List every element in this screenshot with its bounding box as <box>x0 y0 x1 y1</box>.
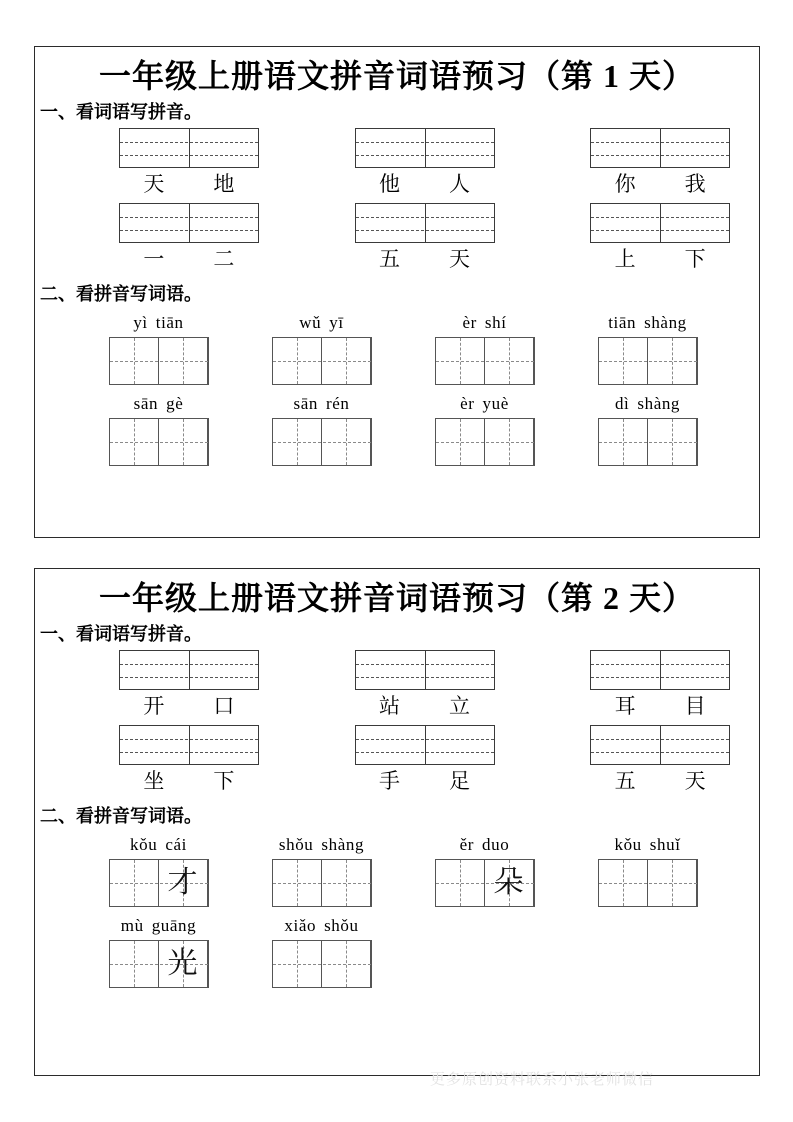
pinyin-exercise-item <box>403 393 566 466</box>
pinyin-syllable: ěr <box>459 835 475 855</box>
grid-center-divider <box>425 129 426 167</box>
tianzige-cell[interactable] <box>159 941 208 987</box>
word-exercise-row <box>35 203 759 272</box>
tianzige-grid[interactable] <box>109 418 209 466</box>
pinyin-syllable: yuè <box>482 394 509 414</box>
word-character: 上 <box>614 247 636 272</box>
pinyin-four-line-grid[interactable] <box>355 128 495 168</box>
pinyin-exercise-item <box>77 312 240 385</box>
pinyin-exercise-rows <box>35 310 759 466</box>
tianzige-cell[interactable] <box>273 860 322 906</box>
tianzige-cell[interactable] <box>159 860 208 906</box>
word-characters <box>119 246 259 272</box>
pinyin-syllable: tiān <box>608 313 637 333</box>
pinyin-syllable: shuǐ <box>649 835 681 855</box>
word-character: 五 <box>614 769 636 794</box>
word-characters <box>590 246 730 272</box>
pinyin-exercise-item <box>240 312 403 385</box>
grid-dashed-line <box>356 230 494 231</box>
word-character: 人 <box>449 172 470 197</box>
word-characters <box>590 171 730 197</box>
grid-dashed-line <box>591 739 729 740</box>
word-exercise-rows <box>35 128 759 281</box>
pinyin-label <box>240 915 403 937</box>
tianzige-cell[interactable] <box>599 338 648 384</box>
pinyin-exercise-item <box>403 312 566 385</box>
pinyin-four-line-grid[interactable] <box>590 650 730 690</box>
tianzige-cell[interactable] <box>648 338 697 384</box>
tianzige-grid[interactable] <box>598 859 698 907</box>
grid-dashed-line <box>356 142 494 143</box>
grid-dashed-line <box>591 664 729 665</box>
grid-center-divider <box>425 651 426 689</box>
pinyin-label <box>566 393 729 415</box>
grid-dashed-line <box>591 752 729 753</box>
tianzige-cell[interactable] <box>322 338 371 384</box>
pinyin-syllable: duo <box>482 835 510 855</box>
pinyin-four-line-grid[interactable] <box>590 725 730 765</box>
empty-cell <box>273 338 321 384</box>
word-character: 五 <box>379 247 400 272</box>
tianzige-grid[interactable] <box>272 418 372 466</box>
pinyin-label <box>566 312 729 334</box>
tianzige-cell[interactable] <box>322 860 371 906</box>
answer-character: 光 <box>167 947 198 981</box>
pinyin-syllable: shàng <box>644 313 687 333</box>
pinyin-syllable: èr <box>460 394 475 414</box>
grid-center-divider <box>660 129 661 167</box>
section-heading: 一、看词语写拼音。 <box>40 101 202 122</box>
word-character: 足 <box>449 769 470 794</box>
tianzige-cell[interactable] <box>485 338 534 384</box>
pinyin-exercise-item <box>77 393 240 466</box>
tianzige-cell[interactable] <box>110 419 159 465</box>
pinyin-label <box>77 915 240 937</box>
empty-cell <box>436 338 484 384</box>
pinyin-exercise-item <box>403 834 566 907</box>
word-characters <box>119 693 259 719</box>
empty-cell <box>485 419 533 465</box>
grid-dashed-line <box>120 230 258 231</box>
word-character: 一 <box>143 247 165 272</box>
pinyin-syllable: sān <box>293 394 318 414</box>
word-exercise-item <box>90 725 288 794</box>
pinyin-syllable: guāng <box>151 916 197 936</box>
worksheet-card <box>34 568 760 1076</box>
word-character: 耳 <box>614 694 636 719</box>
pinyin-syllable: kǒu <box>614 835 642 855</box>
pinyin-syllable: shǒu <box>278 835 314 855</box>
empty-cell <box>599 419 647 465</box>
empty-cell <box>322 419 370 465</box>
tianzige-cell[interactable] <box>110 338 159 384</box>
pinyin-syllable: èr <box>462 313 477 333</box>
empty-cell <box>110 941 158 987</box>
tianzige-cell[interactable] <box>159 419 208 465</box>
pinyin-exercise-row <box>35 915 759 988</box>
pinyin-four-line-grid[interactable] <box>119 650 259 690</box>
word-characters <box>590 768 730 794</box>
pinyin-four-line-grid[interactable] <box>119 203 259 243</box>
pinyin-syllable: dì <box>614 394 630 414</box>
word-character: 下 <box>684 247 706 272</box>
grid-dashed-line <box>120 664 258 665</box>
word-character: 你 <box>614 172 636 197</box>
pinyin-exercise-item <box>566 834 729 907</box>
grid-center-divider <box>425 726 426 764</box>
pinyin-label <box>77 312 240 334</box>
tianzige-grid[interactable] <box>272 940 372 988</box>
pinyin-exercise-row <box>35 834 759 907</box>
pinyin-syllable: cái <box>165 835 187 855</box>
grid-dashed-line <box>356 217 494 218</box>
empty-cell <box>599 338 647 384</box>
pinyin-label <box>403 312 566 334</box>
worksheet-card <box>34 46 760 538</box>
section-heading: 二、看拼音写词语。 <box>40 805 202 826</box>
tianzige-cell[interactable] <box>599 419 648 465</box>
grid-dashed-line <box>591 155 729 156</box>
word-characters <box>355 693 495 719</box>
section-heading: 二、看拼音写词语。 <box>40 283 202 304</box>
pinyin-exercise-item <box>566 312 729 385</box>
empty-cell <box>599 860 647 906</box>
pinyin-syllable: shàng <box>321 835 365 855</box>
pinyin-exercise-item <box>77 915 240 988</box>
grid-dashed-line <box>120 155 258 156</box>
grid-center-divider <box>660 726 661 764</box>
grid-dashed-line <box>120 677 258 678</box>
pinyin-syllable: wǔ <box>299 313 322 333</box>
word-character: 立 <box>449 694 470 719</box>
pinyin-exercise-item <box>566 393 729 466</box>
word-character: 天 <box>449 247 470 272</box>
word-exercise-item <box>90 650 288 719</box>
grid-dashed-line <box>591 142 729 143</box>
pinyin-four-line-grid[interactable] <box>355 725 495 765</box>
tianzige-grid[interactable] <box>598 337 698 385</box>
pinyin-syllable: kǒu <box>130 835 158 855</box>
tianzige-cell[interactable] <box>273 941 322 987</box>
grid-center-divider <box>189 204 190 242</box>
tianzige-grid[interactable] <box>272 859 372 907</box>
word-exercise-item <box>326 725 524 794</box>
pinyin-syllable: shí <box>484 313 507 333</box>
grid-dashed-line <box>120 217 258 218</box>
word-exercise-item <box>90 203 288 272</box>
empty-cell <box>648 338 696 384</box>
tianzige-grid[interactable] <box>435 859 535 907</box>
tianzige-cell[interactable] <box>322 419 371 465</box>
word-exercise-item <box>90 128 288 197</box>
tianzige-cell[interactable] <box>648 860 697 906</box>
tianzige-grid[interactable] <box>109 337 209 385</box>
empty-cell <box>110 419 158 465</box>
pinyin-exercise-item <box>240 915 403 988</box>
pinyin-label <box>77 834 240 856</box>
grid-dashed-line <box>120 739 258 740</box>
empty-cell <box>322 338 370 384</box>
word-exercise-item <box>326 650 524 719</box>
word-characters <box>119 768 259 794</box>
grid-dashed-line <box>356 677 494 678</box>
card-title: 一年级上册语文拼音词语预习（第 1 天） <box>98 58 695 94</box>
pinyin-label <box>403 834 566 856</box>
word-exercise-item <box>561 650 759 719</box>
grid-dashed-line <box>356 664 494 665</box>
empty-cell <box>273 941 321 987</box>
word-exercise-row <box>35 128 759 197</box>
word-exercise-item <box>561 128 759 197</box>
word-exercise-row <box>35 725 759 794</box>
grid-dashed-line <box>356 155 494 156</box>
pinyin-exercise-rows <box>35 832 759 988</box>
pinyin-syllable: mù <box>120 916 144 936</box>
grid-dashed-line <box>591 677 729 678</box>
grid-dashed-line <box>120 142 258 143</box>
word-character: 坐 <box>143 769 165 794</box>
grid-center-divider <box>660 204 661 242</box>
tianzige-cell[interactable] <box>110 941 159 987</box>
pinyin-syllable: yī <box>329 313 344 333</box>
pinyin-four-line-grid[interactable] <box>590 128 730 168</box>
grid-dashed-line <box>591 217 729 218</box>
grid-dashed-line <box>356 752 494 753</box>
tianzige-grid[interactable] <box>435 418 535 466</box>
word-character: 手 <box>379 769 400 794</box>
answer-character: 才 <box>167 866 198 900</box>
word-exercise-item <box>326 128 524 197</box>
word-character: 地 <box>213 172 235 197</box>
card-title: 一年级上册语文拼音词语预习（第 2 天） <box>98 580 695 616</box>
grid-center-divider <box>189 129 190 167</box>
word-exercise-item <box>561 203 759 272</box>
grid-dashed-line <box>356 739 494 740</box>
pinyin-exercise-row <box>35 312 759 385</box>
empty-cell <box>110 338 158 384</box>
tianzige-grid[interactable] <box>272 337 372 385</box>
pinyin-four-line-grid[interactable] <box>119 725 259 765</box>
tianzige-grid[interactable] <box>109 859 209 907</box>
pinyin-four-line-grid[interactable] <box>355 203 495 243</box>
pinyin-four-line-grid[interactable] <box>119 128 259 168</box>
tianzige-cell[interactable] <box>159 338 208 384</box>
word-character: 天 <box>684 769 706 794</box>
word-characters <box>119 171 259 197</box>
empty-cell <box>110 860 158 906</box>
word-exercise-item <box>561 725 759 794</box>
pinyin-label <box>77 393 240 415</box>
tianzige-cell[interactable] <box>485 860 534 906</box>
word-character: 口 <box>213 694 235 719</box>
tianzige-grid[interactable] <box>435 337 535 385</box>
tianzige-grid[interactable] <box>598 418 698 466</box>
pinyin-syllable: tiān <box>155 313 184 333</box>
tianzige-grid[interactable] <box>109 940 209 988</box>
pinyin-exercise-item <box>240 393 403 466</box>
empty-cell <box>485 338 533 384</box>
tianzige-cell[interactable] <box>436 860 485 906</box>
empty-cell <box>322 941 370 987</box>
pinyin-syllable: yì <box>133 313 148 333</box>
word-character: 站 <box>379 694 400 719</box>
tianzige-cell[interactable] <box>485 419 534 465</box>
pinyin-syllable: shàng <box>637 394 681 414</box>
empty-cell <box>436 860 484 906</box>
empty-cell <box>273 860 321 906</box>
pinyin-syllable: gè <box>166 394 184 414</box>
empty-cell <box>436 419 484 465</box>
word-characters <box>590 693 730 719</box>
word-characters <box>355 171 495 197</box>
tianzige-cell[interactable] <box>322 941 371 987</box>
empty-cell <box>648 419 696 465</box>
word-character: 开 <box>143 694 165 719</box>
word-character: 下 <box>213 769 235 794</box>
grid-dashed-line <box>591 230 729 231</box>
word-exercise-rows <box>35 650 759 803</box>
pinyin-syllable: rén <box>325 394 350 414</box>
word-characters <box>355 768 495 794</box>
pinyin-exercise-item <box>240 834 403 907</box>
word-character: 二 <box>213 247 235 272</box>
tianzige-cell[interactable] <box>273 419 322 465</box>
tianzige-cell[interactable] <box>648 419 697 465</box>
grid-center-divider <box>660 651 661 689</box>
pinyin-syllable: xiǎo <box>284 916 317 936</box>
pinyin-label <box>240 834 403 856</box>
pinyin-syllable: sān <box>133 394 159 414</box>
pinyin-label <box>240 312 403 334</box>
empty-cell <box>648 860 696 906</box>
pinyin-exercise-item <box>77 834 240 907</box>
tianzige-cell[interactable] <box>436 338 485 384</box>
pinyin-label <box>566 834 729 856</box>
pinyin-four-line-grid[interactable] <box>590 203 730 243</box>
pinyin-syllable: shǒu <box>324 916 359 936</box>
empty-cell <box>159 419 207 465</box>
grid-center-divider <box>425 204 426 242</box>
word-exercise-row <box>35 650 759 719</box>
word-characters <box>355 246 495 272</box>
answer-character: 朵 <box>493 866 524 900</box>
tianzige-cell[interactable] <box>599 860 648 906</box>
pinyin-exercise-row <box>35 393 759 466</box>
pinyin-label <box>403 393 566 415</box>
pinyin-label <box>240 393 403 415</box>
word-exercise-item <box>326 203 524 272</box>
word-character: 目 <box>684 694 706 719</box>
empty-cell <box>322 860 370 906</box>
tianzige-cell[interactable] <box>436 419 485 465</box>
word-character: 我 <box>684 172 706 197</box>
word-character: 他 <box>379 172 400 197</box>
empty-cell <box>159 338 207 384</box>
grid-center-divider <box>189 726 190 764</box>
tianzige-cell[interactable] <box>273 338 322 384</box>
word-character: 天 <box>143 172 165 197</box>
watermark-text: 更多原创资料联系小张老师微信 <box>430 1072 655 1088</box>
grid-dashed-line <box>120 752 258 753</box>
section-heading: 一、看词语写拼音。 <box>40 623 202 644</box>
tianzige-cell[interactable] <box>110 860 159 906</box>
empty-cell <box>273 419 321 465</box>
pinyin-four-line-grid[interactable] <box>355 650 495 690</box>
grid-center-divider <box>189 651 190 689</box>
